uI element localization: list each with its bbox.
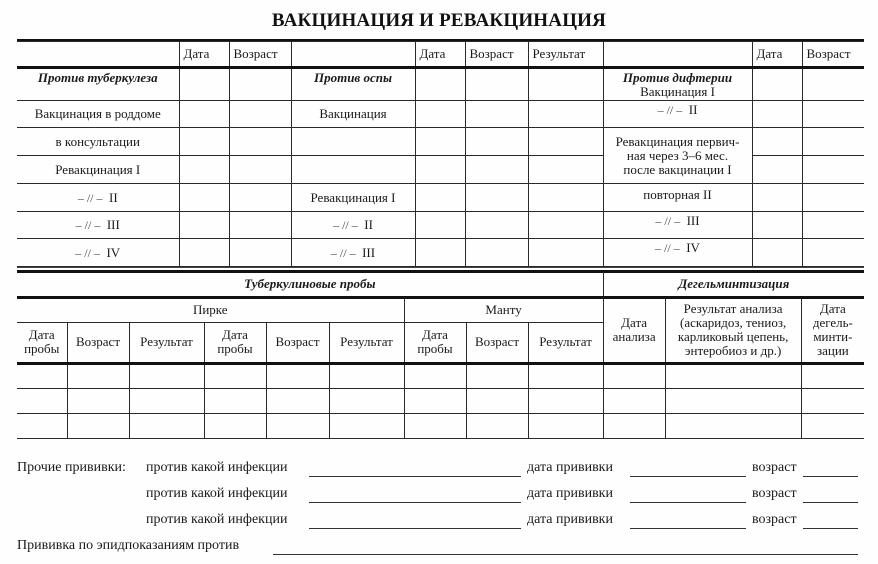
- cell-input[interactable]: [404, 388, 466, 413]
- age-header: Возраст: [266, 322, 329, 363]
- row-label: в консультации: [17, 128, 179, 156]
- cell-input[interactable]: [752, 101, 802, 128]
- analysis-date-header: Дата анализа: [603, 297, 665, 363]
- cell-input[interactable]: [466, 388, 528, 413]
- cell-input[interactable]: [465, 239, 528, 267]
- row-label: повторная II: [603, 184, 752, 212]
- infection-label: против какой инфекции: [146, 486, 288, 501]
- cell-input[interactable]: [465, 212, 528, 239]
- cell-input[interactable]: [179, 128, 229, 156]
- cell-input[interactable]: [17, 388, 67, 413]
- row-label: Вакцинация в роддоме: [17, 101, 179, 128]
- table-row: [17, 413, 864, 438]
- cell-input[interactable]: [404, 413, 466, 438]
- cell-input[interactable]: [465, 156, 528, 184]
- infection-field[interactable]: [309, 476, 521, 477]
- header-blank: [291, 42, 415, 68]
- cell-input[interactable]: [752, 128, 802, 156]
- header-age: Возраст: [465, 42, 528, 68]
- cell-input[interactable]: [179, 184, 229, 212]
- epidemic-vaccination-field[interactable]: [273, 554, 858, 555]
- header-date: Дата: [415, 42, 465, 68]
- date-label: дата прививки: [527, 512, 613, 527]
- age-header: Возраст: [466, 322, 528, 363]
- cell-input[interactable]: [404, 363, 466, 388]
- cell-input[interactable]: [802, 239, 864, 267]
- cell-input[interactable]: [466, 363, 528, 388]
- age-field[interactable]: [803, 528, 858, 529]
- tuberculin-title: Туберкулиновые пробы: [17, 272, 603, 297]
- row-label: – // – III: [291, 239, 415, 267]
- test-date-header: Дата пробы: [404, 322, 466, 363]
- cell-input[interactable]: [466, 413, 528, 438]
- date-label: дата прививки: [527, 460, 613, 475]
- vaccination-table: [17, 41, 864, 267]
- diphtheria-title: Против дифтерии Вакцинация I: [603, 68, 752, 101]
- method-header-row: [17, 297, 864, 322]
- row-label: Ревакцинация первич- ная через 3–6 мес. после вакцинации I: [603, 128, 752, 184]
- cell-input[interactable]: [204, 388, 266, 413]
- header-blank: [17, 42, 179, 68]
- cell-input[interactable]: [603, 413, 665, 438]
- cell-input[interactable]: [129, 388, 204, 413]
- cell-input[interactable]: [528, 184, 603, 212]
- cell-input[interactable]: [802, 68, 864, 101]
- section-header-row: [17, 272, 864, 297]
- row-label: Ревакцинация I: [291, 184, 415, 212]
- cell-input[interactable]: [752, 239, 802, 267]
- infection-label: против какой инфекции: [146, 512, 288, 527]
- cell-input[interactable]: [528, 128, 603, 156]
- cell-input[interactable]: [752, 212, 802, 239]
- cell-input[interactable]: [67, 388, 129, 413]
- table-row: [17, 128, 864, 156]
- cell-input[interactable]: [752, 156, 802, 184]
- cell-input[interactable]: [415, 101, 465, 128]
- cell-input[interactable]: [204, 363, 266, 388]
- cell-input[interactable]: [801, 363, 864, 388]
- row-label: – // – III: [17, 212, 179, 239]
- cell-input[interactable]: [465, 68, 528, 101]
- cell-blank: [291, 128, 415, 156]
- header-date: Дата: [179, 42, 229, 68]
- age-label: возраст: [752, 512, 797, 527]
- cell-input[interactable]: [415, 128, 465, 156]
- cell-input[interactable]: [229, 212, 291, 239]
- cell-input[interactable]: [802, 101, 864, 128]
- result-header: Результат: [528, 322, 603, 363]
- test-date-header: Дата пробы: [204, 322, 266, 363]
- cell-input[interactable]: [67, 413, 129, 438]
- cell-input[interactable]: [229, 101, 291, 128]
- mantoux-header: Манту: [404, 297, 603, 322]
- age-header: Возраст: [67, 322, 129, 363]
- cell-input[interactable]: [528, 239, 603, 267]
- cell-input[interactable]: [603, 388, 665, 413]
- cell-input[interactable]: [67, 363, 129, 388]
- date-field[interactable]: [630, 502, 746, 503]
- cell-input[interactable]: [329, 363, 404, 388]
- cell-input[interactable]: [229, 239, 291, 267]
- analysis-result-header: Результат анализа (аскаридоз, тениоз, карликовый цепень, энтеробиоз и др.): [665, 297, 801, 363]
- cell-input[interactable]: [802, 184, 864, 212]
- row-label: Вакцинация: [291, 101, 415, 128]
- age-field[interactable]: [803, 502, 858, 503]
- cell-input[interactable]: [129, 363, 204, 388]
- table-row: [17, 388, 864, 413]
- cell-input[interactable]: [17, 413, 67, 438]
- row-label: Ревакцинация I: [17, 156, 179, 184]
- date-field[interactable]: [630, 528, 746, 529]
- smallpox-title: Против оспы: [291, 68, 415, 101]
- header-row: [17, 42, 864, 68]
- epidemic-vaccination-label: Прививка по эпидпоказаниям против: [17, 538, 240, 553]
- row-label: – // – IV: [17, 239, 179, 267]
- cell-input[interactable]: [802, 212, 864, 239]
- cell-input[interactable]: [415, 68, 465, 101]
- cell-input[interactable]: [204, 413, 266, 438]
- age-label: возраст: [752, 486, 797, 501]
- cell-input[interactable]: [528, 212, 603, 239]
- row-label: – // – II: [17, 184, 179, 212]
- table-row: [17, 212, 864, 239]
- deworming-title: Дегельминтизация: [603, 272, 864, 297]
- table-row: [17, 239, 864, 267]
- cell-input[interactable]: [229, 156, 291, 184]
- cell-input[interactable]: [266, 363, 329, 388]
- divider: [17, 267, 864, 268]
- age-label: возраст: [752, 460, 797, 475]
- other-vaccinations-label: Прочие прививки:: [17, 460, 126, 475]
- cell-input[interactable]: [129, 413, 204, 438]
- table-row: [17, 363, 864, 388]
- cell-input[interactable]: [665, 363, 801, 388]
- cell-input[interactable]: [528, 156, 603, 184]
- cell-input[interactable]: [801, 413, 864, 438]
- cell-input[interactable]: [465, 101, 528, 128]
- cell-input[interactable]: [17, 363, 67, 388]
- cell-input[interactable]: [528, 101, 603, 128]
- cell-input[interactable]: [415, 239, 465, 267]
- cell-input[interactable]: [229, 128, 291, 156]
- cell-input[interactable]: [801, 388, 864, 413]
- infection-field[interactable]: [309, 502, 521, 503]
- header-blank: [603, 42, 752, 68]
- cell-input[interactable]: [802, 156, 864, 184]
- result-header: Результат: [329, 322, 404, 363]
- page-title: ВАКЦИНАЦИЯ И РЕВАКЦИНАЦИЯ: [271, 10, 607, 31]
- row-label: – // – II: [291, 212, 415, 239]
- cell-input[interactable]: [528, 363, 603, 388]
- age-field[interactable]: [803, 476, 858, 477]
- tests-table: [17, 272, 864, 439]
- cell-input[interactable]: [229, 68, 291, 101]
- cell-input[interactable]: [329, 388, 404, 413]
- cell-input[interactable]: [752, 184, 802, 212]
- header-date: Дата: [752, 42, 802, 68]
- cell-input[interactable]: [179, 212, 229, 239]
- cell-input[interactable]: [528, 388, 603, 413]
- cell-input[interactable]: [179, 239, 229, 267]
- cell-input[interactable]: [329, 413, 404, 438]
- cell-input[interactable]: [179, 68, 229, 101]
- table-row: [17, 101, 864, 128]
- header-age: Возраст: [802, 42, 864, 68]
- cell-input[interactable]: [266, 413, 329, 438]
- cell-input[interactable]: [465, 128, 528, 156]
- cell-input[interactable]: [179, 156, 229, 184]
- cell-input[interactable]: [528, 413, 603, 438]
- date-label: дата прививки: [527, 486, 613, 501]
- row-label: – // – II: [603, 101, 752, 128]
- cell-input[interactable]: [415, 184, 465, 212]
- cell-input[interactable]: [603, 363, 665, 388]
- result-header: Результат: [129, 322, 204, 363]
- date-field[interactable]: [630, 476, 746, 477]
- cell-input[interactable]: [752, 68, 802, 101]
- table-row: [17, 68, 864, 101]
- deworming-date-header: Дата дегель- минти- зации: [801, 297, 864, 363]
- cell-blank: [291, 156, 415, 184]
- cell-input[interactable]: [266, 388, 329, 413]
- pirquet-header: Пирке: [17, 297, 404, 322]
- cell-input[interactable]: [665, 388, 801, 413]
- cell-input[interactable]: [415, 212, 465, 239]
- cell-input[interactable]: [528, 68, 603, 101]
- cell-input[interactable]: [665, 413, 801, 438]
- tuberculosis-title: Против туберкулеза: [17, 68, 179, 101]
- header-result: Результат: [528, 42, 603, 68]
- cell-input[interactable]: [179, 101, 229, 128]
- row-label: – // – IV: [603, 239, 752, 267]
- test-date-header: Дата пробы: [17, 322, 67, 363]
- cell-input[interactable]: [802, 128, 864, 156]
- table-row: [17, 184, 864, 212]
- infection-label: против какой инфекции: [146, 460, 288, 475]
- infection-field[interactable]: [309, 528, 521, 529]
- cell-input[interactable]: [465, 184, 528, 212]
- cell-input[interactable]: [229, 184, 291, 212]
- cell-input[interactable]: [415, 156, 465, 184]
- header-age: Возраст: [229, 42, 291, 68]
- row-label: – // – III: [603, 212, 752, 239]
